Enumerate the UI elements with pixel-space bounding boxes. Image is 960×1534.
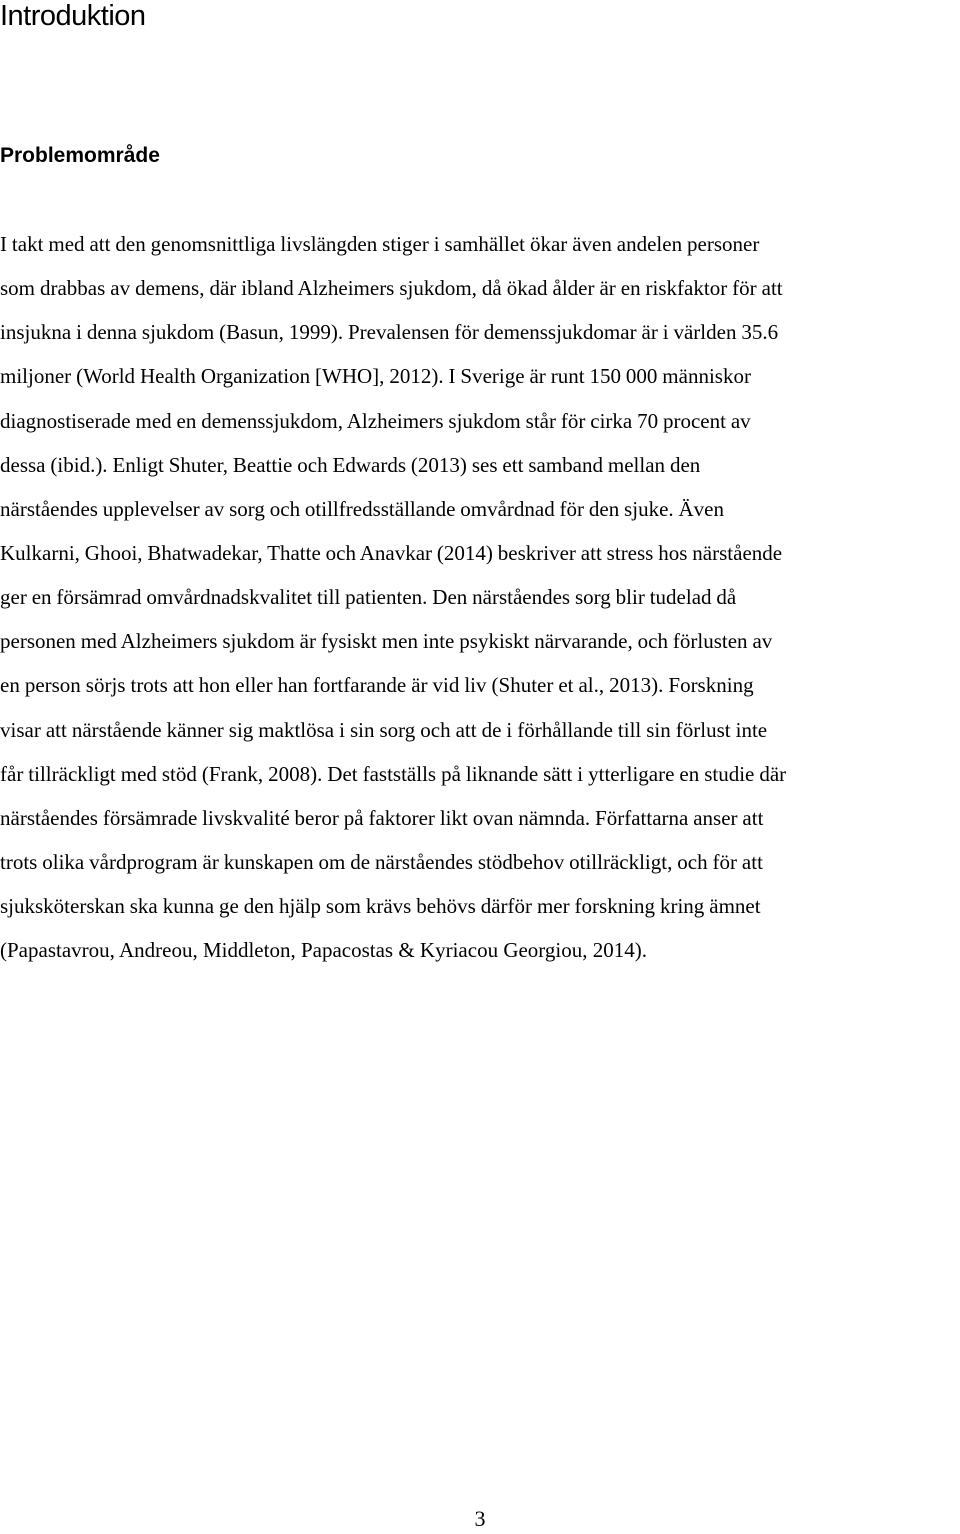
paragraph-line: får tillräckligt med stöd (Frank, 2008). Det fastställs på liknande sätt i ytterligare en studie där (0, 761, 787, 786)
paragraph-line: ger en försämrad omvårdnadskvalitet till patienten. Den närståendes sorg blir tudelad då (0, 585, 737, 610)
section-heading: Problemområde (0, 144, 160, 167)
paragraph-line: närståendes försämrade livskvalité beror på faktorer likt ovan nämnda. Författarna anser att (0, 805, 764, 830)
paragraph-line: dessa (ibid.). Enligt Shuter, Beattie och Edwards (2013) ses ett samband mellan den (0, 452, 701, 477)
paragraph-line: en person sörjs trots att hon eller han fortfarande är vid liv (Shuter et al., 2013). Forskning (0, 673, 754, 698)
paragraph-line: som drabbas av demens, där ibland Alzheimers sjukdom, då ökad ålder är en riskfaktor för att (0, 276, 783, 301)
page-number: 3 (474, 1506, 486, 1531)
page-title: Introduktion (0, 0, 146, 32)
paragraph-line: sjuksköterskan ska kunna ge den hjälp som krävs behövs därför mer forskning kring ämnet (0, 894, 761, 919)
paragraph-line: personen med Alzheimers sjukdom är fysiskt men inte psykiskt närvarande, och förlusten av (0, 629, 773, 654)
body-paragraph (0, 222, 960, 972)
paragraph-line: visar att närstående känner sig maktlösa i sin sorg och att de i förhållande till sin förlust inte (0, 717, 768, 742)
paragraph-line: Kulkarni, Ghooi, Bhatwadekar, Thatte och Anavkar (2014) beskriver att stress hos närstående (0, 540, 783, 565)
paragraph-line: miljoner (World Health Organization [WHO], 2012). I Sverige är runt 150 000 människor (0, 364, 751, 389)
paragraph-line: insjukna i denna sjukdom (Basun, 1999). Prevalensen för demenssjukdomar är i världen 35.6 (0, 320, 779, 345)
paragraph-line: närståendes upplevelser av sorg och otillfredsställande omvårdnad för den sjuke. Även (0, 496, 724, 521)
paragraph-line: trots olika vårdprogram är kunskapen om de närståendes stödbehov otillräckligt, och för att (0, 849, 763, 874)
paragraph-line: I takt med att den genomsnittliga livslängden stiger i samhället ökar även andelen personer (0, 232, 760, 256)
paragraph-line: diagnostiserade med en demenssjukdom, Alzheimers sjukdom står för cirka 70 procent av (0, 408, 751, 433)
paragraph-line: (Papastavrou, Andreou, Middleton, Papacostas & Kyriacou Georgiou, 2014). (0, 938, 647, 963)
